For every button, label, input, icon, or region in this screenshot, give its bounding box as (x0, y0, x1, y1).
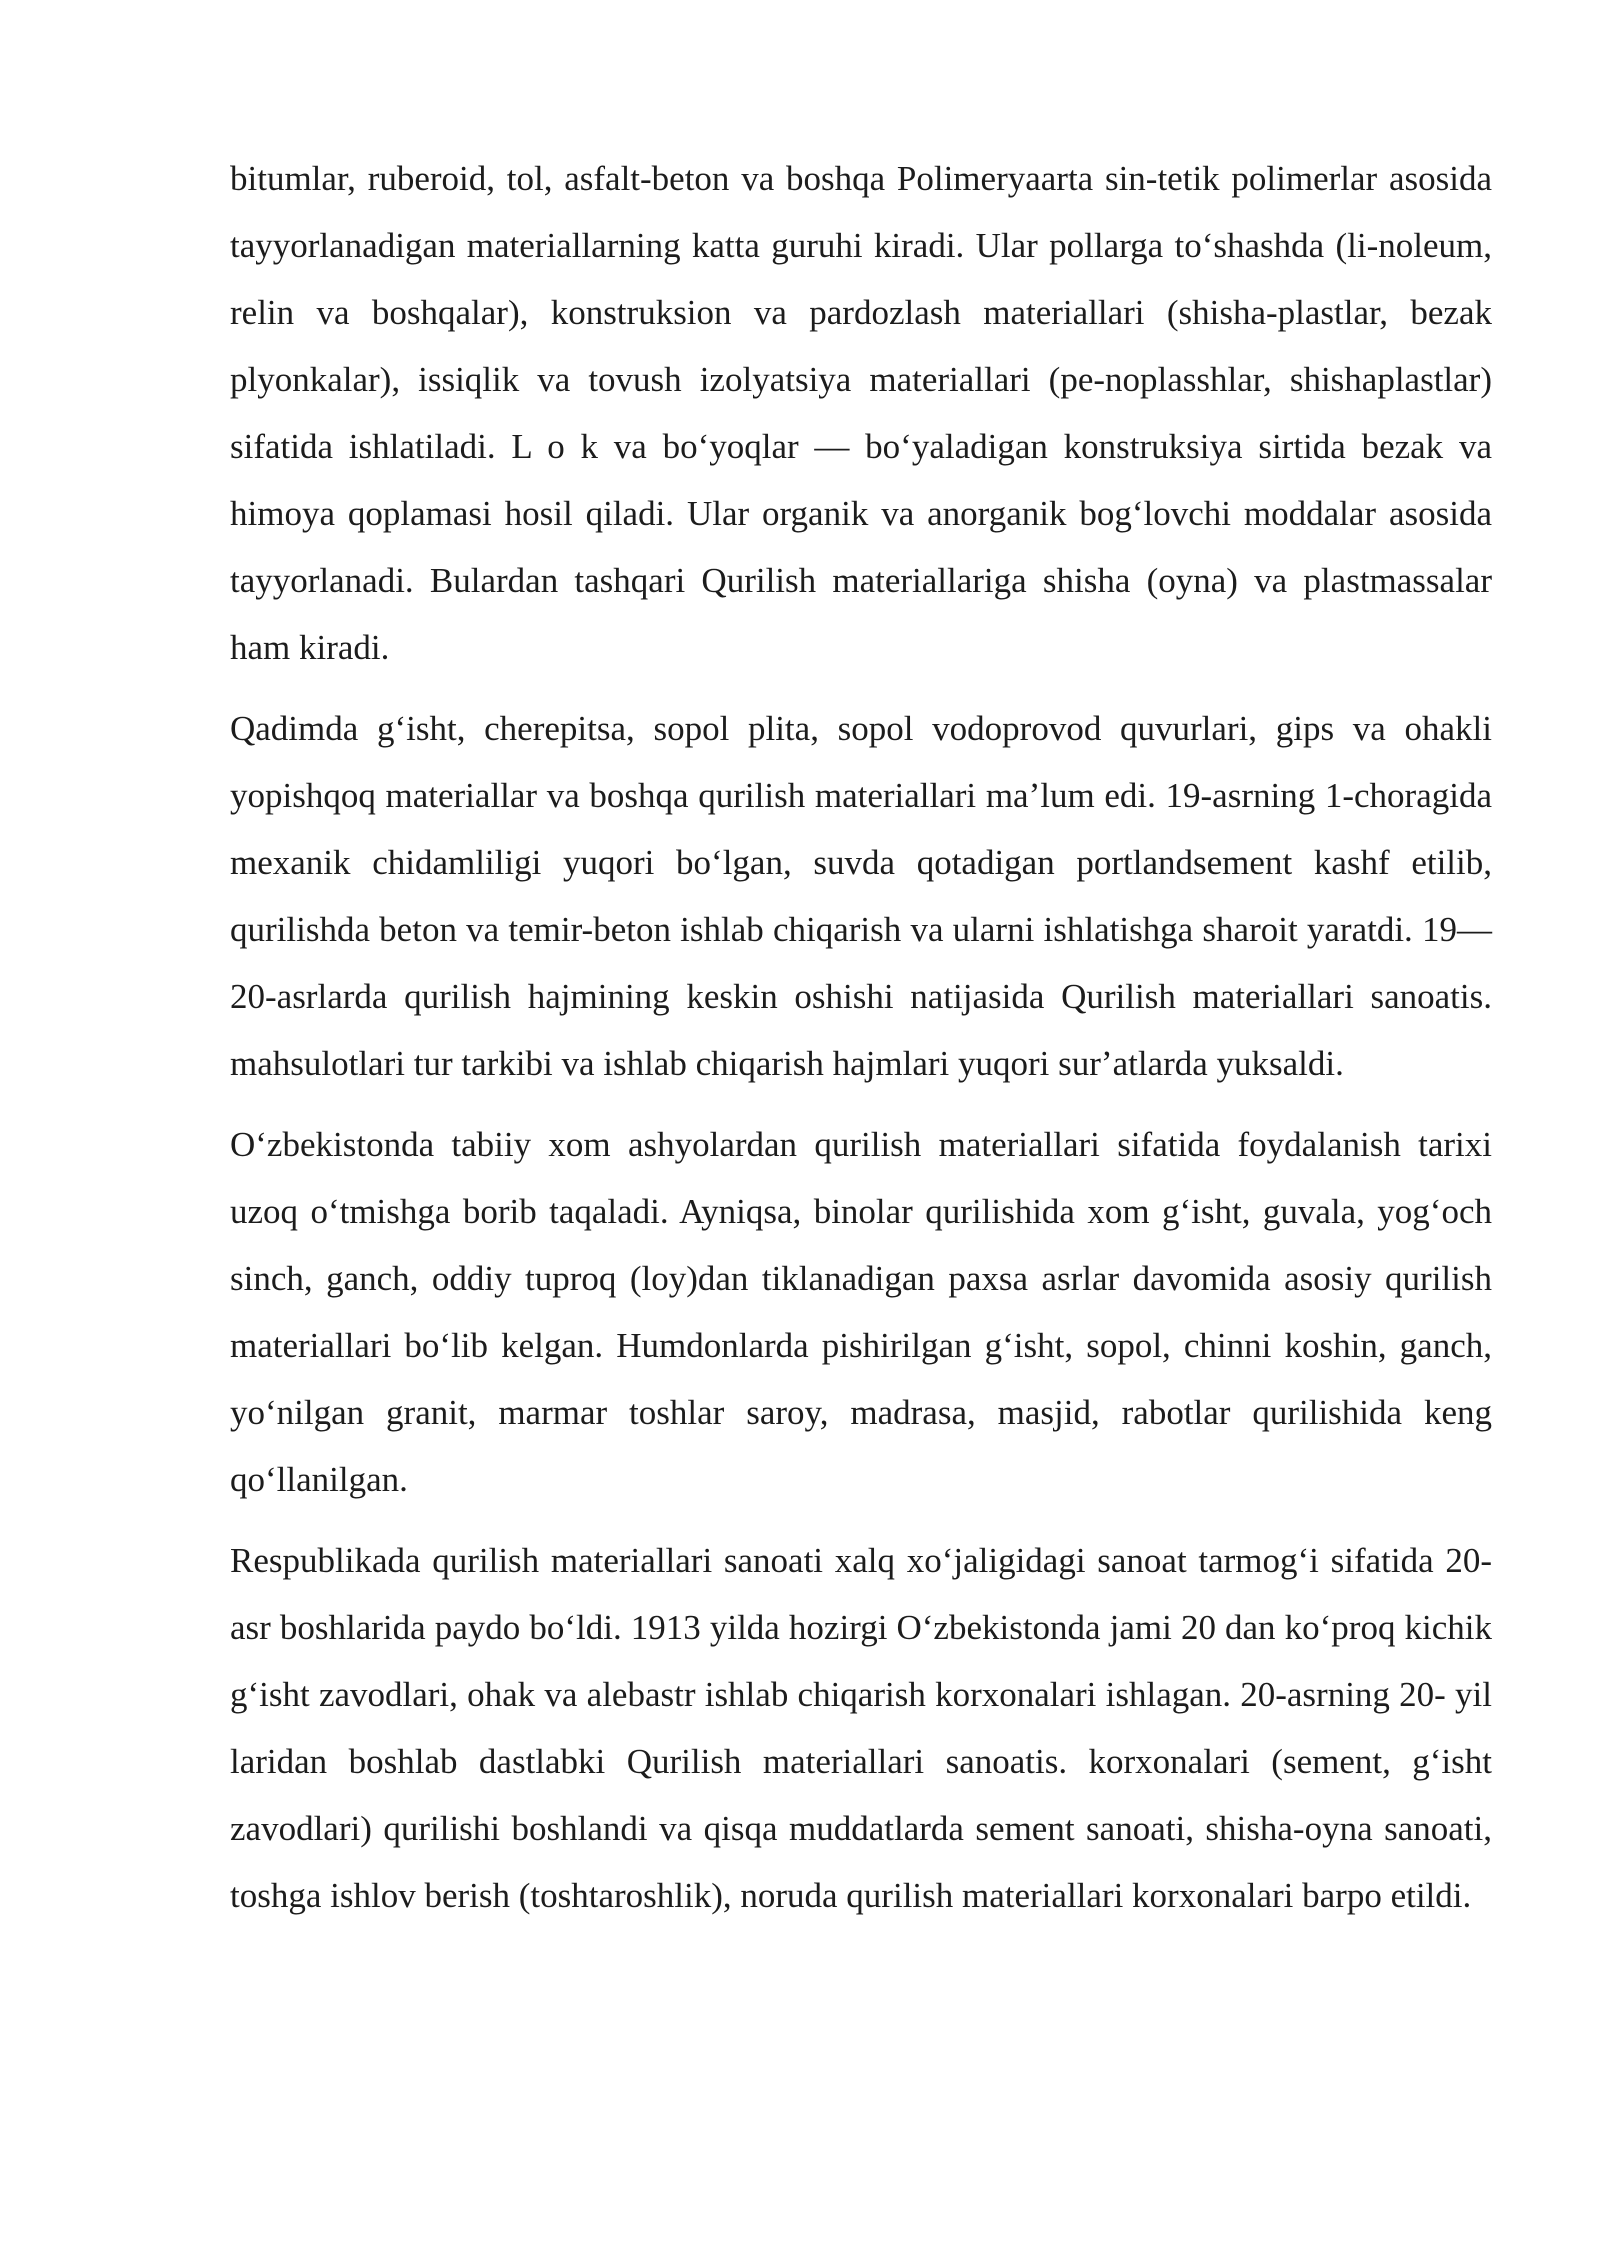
paragraph-history-ancient: Qadimda gʻisht, cherepitsa, sopol plita, sopol vodoprovod quvurlari, gips va ohakli yopishqoq materiallar va boshqa qurilish materiallari maʼlum edi. 19-asrning 1-choragida mexanik chidamliligi yuqori boʻlgan, suvda qotadigan portlandsement kashf etilib, qurilishda beton va temir-beton ishlab chiqarish va ularni ishlatishga sharoit yaratdi. 19—20-asrlarda qurilish hajmining keskin oshishi natijasida Qurilish materiallari sanoatis. mahsulotlari tur tarkibi va ishlab chiqarish hajmlari yuqori surʼatlarda yuksaldi. (230, 709, 1492, 1083)
document-page (230, 145, 1492, 1943)
paragraph-republic-industry: Respublikada qurilish materiallari sanoati xalq xoʻjaligidagi sanoat tarmogʻi sifatida 20-asr boshlarida paydo boʻldi. 1913 yilda hozirgi Oʻzbekistonda jami 20 dan koʻproq kichik gʻisht zavodlari, ohak va alebastr ishlab chiqarish korxonalari ishlagan. 20-asrning 20- yil laridan boshlab dastlabki Qurilish materiallari sanoatis. korxonalari (sement, gʻisht zavodlari) qurilishi boshlandi va qisqa muddatlarda sement sanoati, shisha-oyna sanoati, toshga ishlov berish (toshtaroshlik), noruda qurilish materiallari korxonalari barpo etildi. (230, 1541, 1492, 1915)
paragraph-materials-groups: bitumlar, ruberoid, tol, asfalt-beton va boshqa Polimeryaarta sin-tetik polimerlar asosida tayyorlanadigan materiallarning katta guruhi kiradi. Ular pollarga toʻshashda (li-noleum, relin va boshqalar), konstruksion va pardozlash materiallari (shisha-plastlar, bezak plyonkalar), issiqlik va tovush izolyatsiya materiallari (pe-noplasshlar, shishaplastlar) sifatida ishlatiladi. L o k va boʻyoqlar — boʻyaladigan konstruksiya sirtida bezak va himoya qoplamasi hosil qiladi. Ular organik va anorganik bogʻlovchi moddalar asosida tayyorlanadi. Bulardan tashqari Qurilish materiallariga shisha (oyna) va plastmassalar ham kiradi. (230, 159, 1492, 667)
paragraph-uzbekistan-history: Oʻzbekistonda tabiiy xom ashyolardan qurilish materiallari sifatida foydalanish tarixi uzoq oʻtmishga borib taqaladi. Ayniqsa, binolar qurilishida xom gʻisht, guvala, yogʻoch sinch, ganch, oddiy tuproq (loy)dan tiklanadigan paxsa asrlar davomida asosiy qurilish materiallari boʻlib kelgan. Humdonlarda pishirilgan gʻisht, sopol, chinni koshin, ganch, yoʻnilgan granit, marmar toshlar saroy, madrasa, masjid, rabotlar qurilishida keng qoʻllanilgan. (230, 1125, 1492, 1499)
